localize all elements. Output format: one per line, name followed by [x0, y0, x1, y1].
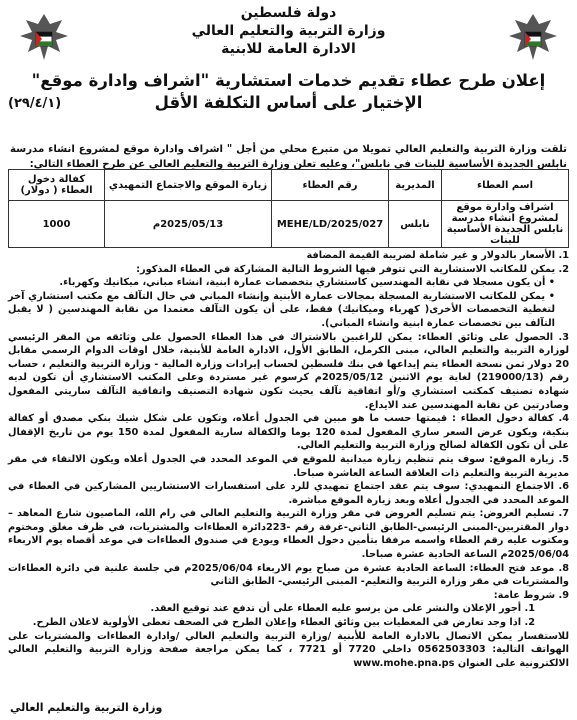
term-5: 5. زيارة الموقع: سوف يتم تنظيم زيارة ميدانية للموقع في الموعد المحدد في الجدول أعلاه ويكون الالتقاء في مقر مديرية التربية والتعليم ذات العلاقة الساعة العاشرة صباحا. [8, 453, 569, 479]
term-9-2: 2. اذا وجد تعارض في المعطيات بين وثائق العطاء وإعلان الطرح في الصحف تعطى الأولوية لاعلان الطرح. [32, 617, 535, 629]
contact-info: للاستفسار يمكن الاتصال بالادارة العامة للأبنية /وزارة التربية والتعليم العالي /وادارة العطاءات والمشتريات على الهواتف التالية: 0562503303 داخلي 7720 أو 7721 ، كما يمكن مراجعة صفحة وزارة التربية والتعليم العالي الالكترونية على العنوان www.mohe.pna.ps [8, 630, 569, 669]
term-3: 3. الحصول على وثائق العطاء: يمكن للراغبين بالاشتراك في هذا العطاء الحصول على وثائقه من المقر الرئيسي لوزارة التربية والتعليم العالي، مبنى الكرمل، الطابق الأول، الادارة العامة للأبنية، خلال اوقات الدوام الرسمي مقابل 20 دولار ثمن نسخة العطاء يتم إيداعها في بنك فلسطين لحساب إيرادات وزارة المالية - وزارة التربية والتعليم ، حساب رقم (219000/13) لغاية يوم الاثنين 2025/05/12م كرسوم غير مستردة وعلى المكتب الاستشاري أن تكون لديه شهادة تصنيف كمكتب استشاري و/أو اتفاقية تآلف بحيث تكون شهادة التصنيف واتفاقية التآلف ساريتي المفعول وصادرتين عن نقابة المهندسين عند الايداع. [8, 331, 569, 411]
col-site-visit: زيارة الموقع والاجتماع التمهيدي [105, 170, 272, 201]
terms-list [8, 249, 569, 670]
term-9: 9. شروط عامة: [493, 589, 569, 601]
term-2: 2. يمكن للمكاتب الاستشارية التي تتوفر فيها الشروط التالية المشاركة في العطاء المذكور: [136, 263, 569, 275]
announcement-number: (٢٩/٤/١) [8, 96, 62, 111]
table-row [9, 201, 569, 248]
signature: وزارة التربية والتعليم العالي [10, 701, 163, 714]
announcement-title-line2: الإختيار على أساس التكلفة الأقل [154, 93, 423, 112]
col-directorate: المديرية [389, 170, 442, 201]
col-tender-name: اسم العطاء [442, 170, 569, 201]
term-7: 7. تسليم العروض: يتم تسليم العروض في مقر وزارة التربية والتعليم العالي في رام الله، الماصيون شارع المعاهد –دوار المقتربين-المبنى الرئيسي-الطابق الثاني-غرفة رقم -223دائرة العطاءات والمشتريات، في ظرف مغلق ومختوم ومكتوب عليه رقم العطاء واسمه مرفقا بتأمين دخول العطاء ويودع في صندوق العطاءات في موعد أقصاه يوم الاربعاء 2025/06/04م الساعة الحادية عشرة صباحا. [8, 508, 569, 561]
cell-directorate: نابلس [389, 201, 442, 248]
term-4: 4. كفالة دخول العطاء : قيمتها حسب ما هو مبين في الجدول أعلاه، وتكون على شكل شيك بنكي مصدق أو كفالة بنكية، ويكون عرض السعر ساري المفعول لمدة 120 يوما والكفالة سارية المفعول لمدة 150 يوم من تاريخ الإقفال على أن تكون الكفالة لصالح وزارة التربية والتعليم العالي. [8, 413, 569, 452]
announcement-title-line1: إعلان طرح عطاء تقديم خدمات استشارية "اشراف وادارة موقع" [31, 71, 546, 90]
col-bid-guarantee: كفالة دخول العطاء ( دولار) [9, 170, 105, 201]
cell-site-visit-date: 2025/05/13م [105, 201, 272, 248]
tender-table [8, 169, 569, 248]
cell-tender-number: MEHE/LD/2025/027 [272, 201, 389, 248]
state-name: دولة فلسطين [240, 5, 337, 21]
cell-tender-name: اشراف وادارة موقع لمشروع انشاء مدرسة نابلس الجديدة الأساسية للبنات [442, 201, 569, 248]
term-9-1: 1. أجور الإعلان والنشر على من يرسو عليه العطاء على أن تدفع عند توقيع العقد. [150, 603, 535, 615]
cell-bid-guarantee: 1000 [9, 201, 105, 248]
palestine-eagle-emblem-icon [14, 8, 74, 68]
col-tender-number: رقم العطاء [272, 170, 389, 201]
term-8: 8. موعد فتح العطاء: الساعة الحادية عشرة من صباح يوم الاربعاء 2025/06/04م في جلسة علنية في دائرة العطاءات والمشتريات في مقر وزارة التربية والتعليم- المبنى الرئيسي- الطابق الثاني [8, 562, 569, 588]
term-2-a: • أن يكون مسجلا في نقابة المهندسين كاستشاري بتخصصات عمارة ابنية، انشاء مباني، ميكانيك وكهرباء. [59, 277, 555, 289]
announcement-title [0, 70, 577, 114]
palestine-eagle-emblem-icon [503, 8, 563, 68]
ministry-name: وزارة التربية والتعليم العالي [191, 23, 386, 39]
term-2-b: • يمكن للمكاتب الاستشارية المسجلة بمجالات عمارة الأبنية وإنشاء المباني في حال التآلف مع مكتب استشاري آخر لتغطية التخصصات الأخرى( كهرباء وميكانيك) فقط، على أن يكون التآلف معتمدا من نقابة المهندسين ( لا يقبل التآلف بين تخصصات عمارة ابنية وانشاء المباني). [8, 290, 555, 329]
term-1: 1. الأسعار بالدولار و غير شاملة لضريبة القيمة المضافة [306, 250, 569, 261]
intro-paragraph: تلقت وزارة التربية والتعليم العالي تمويلا من متبرع محلي من أجل " اشراف وادارة موقع لمشروع انشاء مدرسة نابلس الجديدة الأساسية للبنات في نابلس"، وعليه تعلن وزارة التربية والتعليم العالي عن طرح العطاء التالي: [10, 144, 567, 171]
term-6: 6. الاجتماع التمهيدي: سوف يتم عقد اجتماع تمهيدي للرد على استفسارات الاستشاريين المشاركين في العطاء في الموعد المحدد في الجدول أعلاه وبعد زيارة الموقع مباشرة. [8, 481, 569, 506]
department-name: الادارة العامة للابنية [221, 41, 356, 57]
table-header-row [9, 170, 569, 201]
